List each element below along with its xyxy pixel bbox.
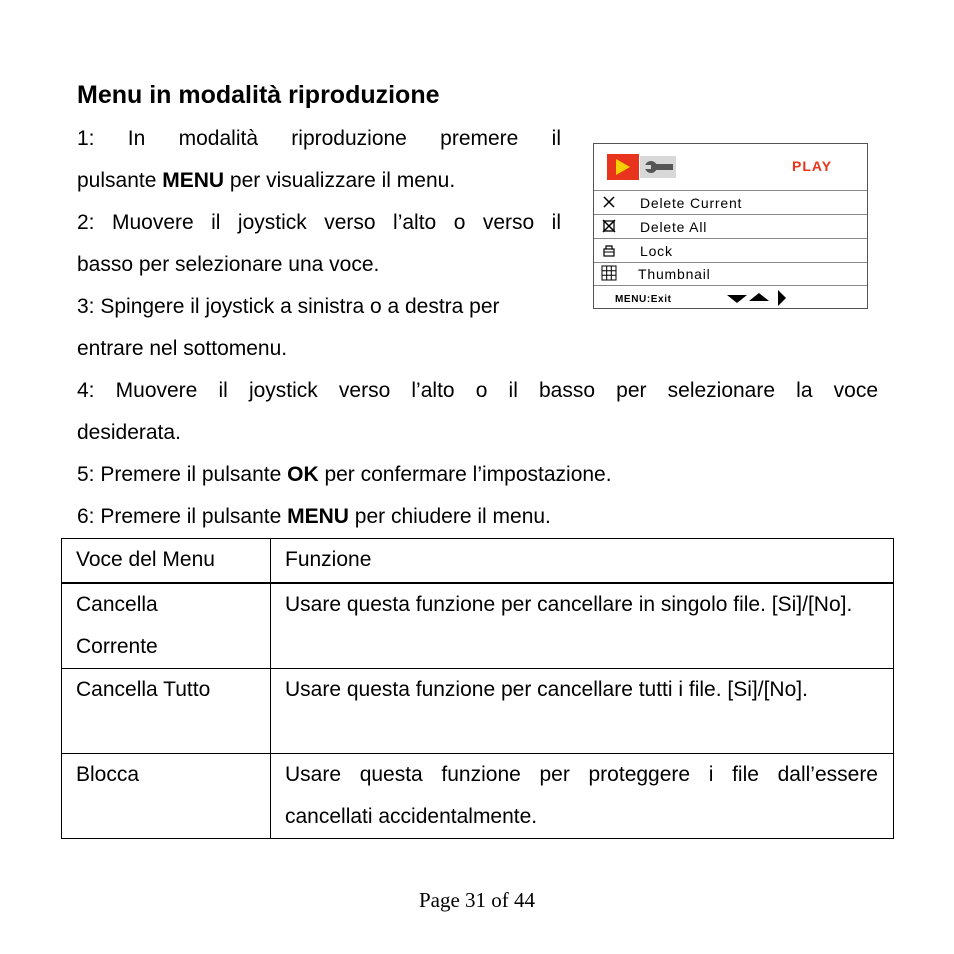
step-3-line-1: 3: Spingere il joystick a sinistra o a destra per xyxy=(77,295,500,318)
camera-menu-item xyxy=(594,239,867,263)
camera-menu-item-label: Thumbnail xyxy=(638,266,711,282)
step-6: 6: Premere il pulsante MENU per chiudere il menu. xyxy=(77,505,551,528)
table-header-row xyxy=(62,539,894,584)
step-5: 5: Premere il pulsante OK per confermare l’impostazione. xyxy=(77,463,612,486)
table-header-cell: Funzione xyxy=(271,539,894,584)
delete-x-icon xyxy=(600,193,618,211)
page-number: Page 31 of 44 xyxy=(418,888,536,912)
table-cell-function: Usare questa funzione per proteggere i file dall’essere cancellati accidentalmente. xyxy=(271,754,894,839)
step-1-line-2: pulsante MENU per visualizzare il menu. xyxy=(77,169,456,192)
step-4-line-2: desiderata. xyxy=(77,421,181,444)
mode-label: PLAY xyxy=(792,158,833,174)
lock-icon xyxy=(600,241,618,259)
table-cell-item: Blocca xyxy=(62,754,271,839)
camera-menu-item-label: Delete Current xyxy=(640,195,743,211)
camera-menu-item xyxy=(594,191,867,215)
camera-menu-header xyxy=(594,144,867,191)
camera-menu-item xyxy=(594,262,867,286)
camera-menu-footer xyxy=(594,286,867,309)
table-cell-item: Cancella Tutto xyxy=(62,669,271,754)
table-cell-function: Usare questa funzione per cancellare tutti i file. [Si]/[No]. xyxy=(271,669,894,754)
camera-menu-item xyxy=(594,215,867,239)
step-3-line-2: entrare nel sottomenu. xyxy=(77,337,288,360)
camera-menu-illustration xyxy=(593,143,868,309)
menu-exit-hint: MENU:Exit xyxy=(615,294,672,305)
thumbnail-grid-icon xyxy=(600,264,618,282)
step-1-line-1: 1: In modalità riproduzione premere il xyxy=(77,127,561,150)
step-2-line-1: 2: Muovere il joystick verso l’alto o verso il xyxy=(77,211,561,234)
step-2-line-2: basso per selezionare una voce. xyxy=(77,253,380,276)
menu-function-table xyxy=(61,538,894,839)
step-4-line-1: 4: Muovere il joystick verso l’alto o il basso per selezionare la voce xyxy=(77,379,878,402)
table-row xyxy=(62,754,894,839)
table-row xyxy=(62,583,894,669)
delete-all-icon xyxy=(600,217,618,235)
table-header-cell: Voce del Menu xyxy=(62,539,271,584)
camera-menu-item-label: Delete All xyxy=(640,219,708,235)
table-row xyxy=(62,669,894,754)
table-cell-function: Usare questa funzione per cancellare in singolo file. [Si]/[No]. xyxy=(271,583,894,669)
play-icon xyxy=(607,154,639,180)
navigation-arrows-icon xyxy=(726,288,790,308)
table-cell-item: Cancella Corrente xyxy=(62,583,271,669)
wrench-icon xyxy=(640,156,676,178)
camera-menu-item-label: Lock xyxy=(640,243,673,259)
page-title: Menu in modalità riproduzione xyxy=(77,81,440,109)
